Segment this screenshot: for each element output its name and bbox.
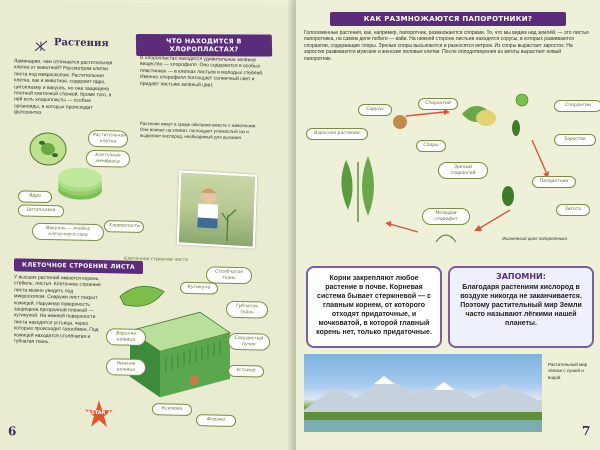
cycle-caption: Жизненный цикл папоротника	[502, 236, 567, 241]
intro-text: Ламинарии, чем отличается растительная клетка от животной? Рассмотрим клетки листа под микроскопом. Растительная клетка, как и животная, содержит ядро, цитоплазму и вакуоль, но она защищена плотной клеточной стенкой. Кроме того, в ней есть хлоропласты — особые органоиды, в которых происходит фотосинтез.	[14, 58, 113, 117]
cell-label-membrane: Клеточная мембрана	[86, 150, 130, 168]
leaf-diagram-label: Клеточное строение листа	[124, 256, 188, 263]
right-page	[296, 0, 600, 450]
cell-label-nucleus: Ядро	[18, 190, 52, 202]
fern-title: КАК РАЗМНОЖАЮТСЯ ПАПОРОТНИКИ?	[330, 12, 566, 26]
leaf-label-upper-epidermis: Верхняя кожица	[106, 328, 146, 346]
leaf-label-xylem: Ксилема	[152, 403, 192, 415]
landscape-photo	[304, 354, 542, 432]
cycle-label-prothallus: Заросток	[554, 134, 596, 146]
cell-label-vacuole: Вакуоль — ячейка клеточного сока	[32, 223, 104, 242]
leaf-label-cuticle: Кутикула	[180, 282, 218, 294]
child-photo	[177, 170, 258, 248]
remember-text: Благодаря растениям кислород в воздухе никогда не заканчивается. Поэтому растительный мир Земли часто называют лёгкими нашей планеты.	[460, 284, 582, 327]
cycle-label-fern: Папоротник	[532, 176, 576, 188]
remember-box	[448, 266, 594, 348]
leaf-label-palisade: Столбчатая ткань	[206, 266, 252, 284]
cycle-label-young-sporophyte: Молодой спорофит	[422, 208, 470, 225]
remember-title: ЗАПОМНИ:	[496, 272, 546, 281]
cycle-label-adult: Взрослое растение	[306, 128, 368, 140]
cell-label-chloroplasts: Хлоропласты	[104, 220, 144, 232]
cell-label-cytoplasm: Цитоплазма	[18, 204, 64, 216]
child-figure	[179, 173, 255, 247]
leaf-label-bundle: Сосудистый пучок	[228, 333, 270, 351]
cycle-label-sori: Сорусы	[358, 104, 392, 116]
cycle-label-spores: Споры	[416, 140, 446, 152]
cell-label: Растительная клетка	[88, 130, 128, 148]
page-number-left: 6	[8, 424, 17, 439]
photo-caption: Растения живут в среде обитания вместе с животными. Они влияют на климат, поглощают углекислый газ и выделяют кислород, необходимый для дыхания.	[140, 120, 257, 141]
leaf-label-spongy: Губчатая ткань	[226, 301, 268, 319]
roots-text: Корни закрепляют любое растение в почве. Корневая система бывает стержневой — с главным корнем, от которого отходят придаточные, и мочковатой, в которой главный корень нет, только придаточные.	[316, 275, 432, 336]
page-number-right: 7	[582, 424, 591, 438]
leaf-label-stoma: Устьице	[228, 365, 264, 377]
left-page	[0, 0, 296, 450]
page-title: Растения	[54, 37, 109, 50]
mountain-scene	[304, 354, 542, 432]
leaf-label-phloem: Флоэма	[196, 414, 236, 426]
cycle-label-zygote: Зигота	[556, 204, 590, 216]
astar-badge	[84, 400, 114, 431]
leaf-structure-title: КЛЕТОЧНОЕ СТРОЕНИЕ ЛИСТА	[14, 258, 143, 274]
fern-text: Голосеменные растения, как, например, папоротник, размножаются спорами. То, что мы видим над землёй, — это листья папоротника, на самом деле побеги — вайи. На нижней стороне листьев находятся сорусы, в которых развиваются спорангии, содержащие споры. Зрелые споры высыпаются и разносятся ветром. Из споры вырастает заросток. На заростке развиваются мужские и женские половые клетки. После оплодотворения из зиготы вырастает новый папоротник.	[304, 30, 589, 62]
chloroplast-text: В хлоропластах находится удивительное зелёное вещество — хлорофилл. Оно содержится в особых пластинках — в клетках листьев и молодых стеблей. Именно хлорофилл поглощает солнечный свет и придаёт листьям зелёный цвет.	[140, 54, 264, 89]
cycle-label-sporangium: Спорангий	[418, 98, 458, 110]
chloroplast-title: ЧТО НАХОДИТСЯ В ХЛОРОПЛАСТАХ?	[136, 34, 272, 56]
leaf-structure-text: У высших растений имеются корень, стебель, листья. Клеточное строение листа можно увидеть под микроскопом. Снаружи лист покрыт кожицей. Наружная поверхность защищена прозрачной плёнкой — кутикулой. На нижней поверхности листа находятся устьица, через которые происходит газообмен. Под кожицей находится столбчатая и губчатая ткань.	[14, 274, 101, 346]
sprout-icon	[32, 39, 50, 53]
roots-box	[306, 266, 442, 348]
leaf-label-lower-epidermis: Нижняя кожица	[106, 358, 146, 376]
cycle-label-sporangia: Спорангии	[554, 100, 600, 112]
cycle-label-mature-sporangium: Зрелый спорангий	[438, 162, 488, 179]
badge-text: ASTAR 4	[87, 409, 111, 417]
landscape-caption: Растительный мир связан с сушей и водой	[548, 362, 588, 380]
